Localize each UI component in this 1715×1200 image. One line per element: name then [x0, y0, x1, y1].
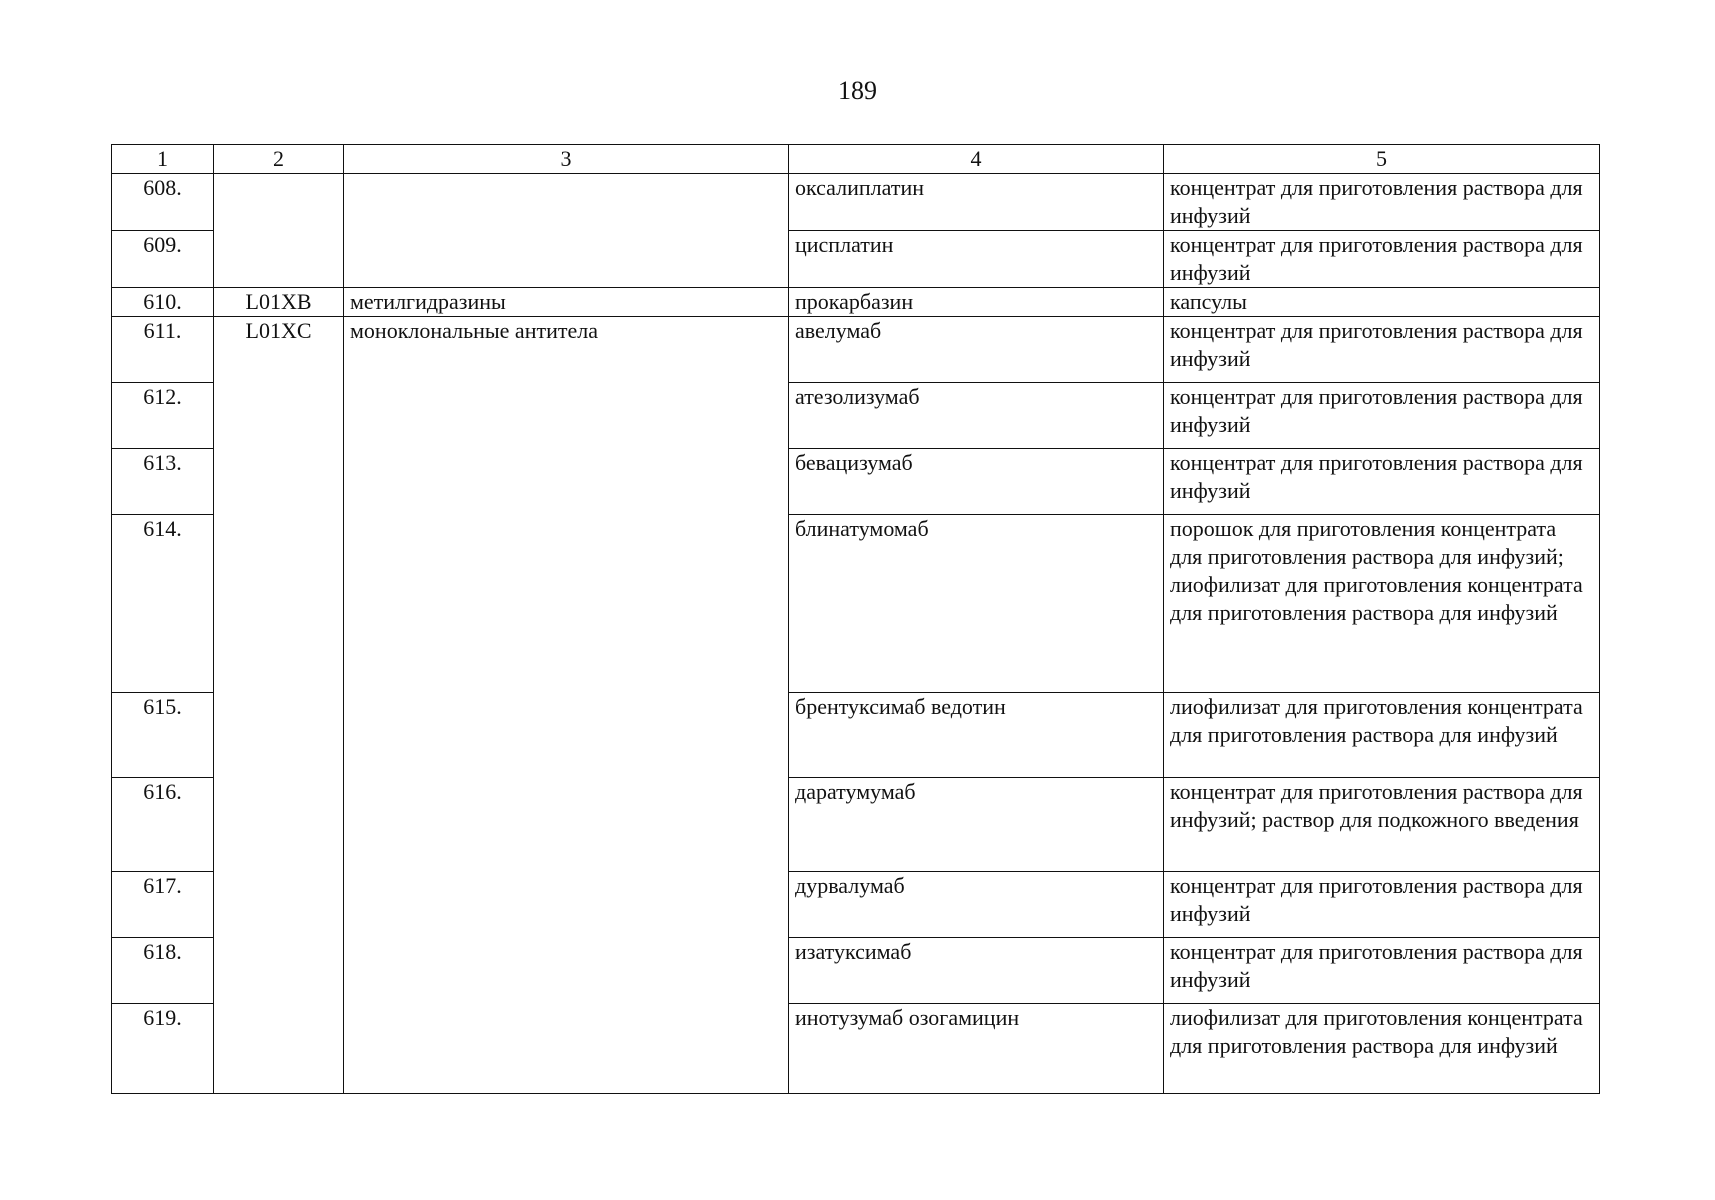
- substance-cell: цисплатин: [789, 231, 1164, 288]
- atc-code-cell: [214, 174, 344, 288]
- row-number: 615.: [112, 693, 214, 778]
- column-header-2: 2: [214, 145, 344, 174]
- atc-code-cell: L01XB: [214, 288, 344, 317]
- column-header-4: 4: [789, 145, 1164, 174]
- row-number: 612.: [112, 383, 214, 449]
- dosage-form-cell: концентрат для приготовления раствора для инфузий: [1164, 174, 1600, 231]
- dosage-form-cell: порошок для приготовления концентрата для приготовления раствора для инфузий; лиофилизат для приготовления концентрата для приготовления раствора для инфузий: [1164, 515, 1600, 693]
- drug-table: [111, 144, 1600, 1094]
- substance-cell: бевацизумаб: [789, 449, 1164, 515]
- row-number: 619.: [112, 1004, 214, 1094]
- row-number: 618.: [112, 938, 214, 1004]
- substance-cell: инотузумаб озогамицин: [789, 1004, 1164, 1094]
- row-number: 609.: [112, 231, 214, 288]
- table-header-row: [112, 145, 1600, 174]
- row-number: 617.: [112, 872, 214, 938]
- dosage-form-cell: капсулы: [1164, 288, 1600, 317]
- table-row: [112, 317, 1600, 383]
- row-number: 616.: [112, 778, 214, 872]
- dosage-form-cell: лиофилизат для приготовления концентрата для приготовления раствора для инфузий: [1164, 1004, 1600, 1094]
- column-header-1: 1: [112, 145, 214, 174]
- row-number: 610.: [112, 288, 214, 317]
- substance-cell: прокарбазин: [789, 288, 1164, 317]
- dosage-form-cell: концентрат для приготовления раствора для инфузий: [1164, 872, 1600, 938]
- dosage-form-cell: концентрат для приготовления раствора для инфузий: [1164, 449, 1600, 515]
- substance-cell: авелумаб: [789, 317, 1164, 383]
- dosage-form-cell: концентрат для приготовления раствора для инфузий: [1164, 231, 1600, 288]
- row-number: 614.: [112, 515, 214, 693]
- substance-cell: дурвалумаб: [789, 872, 1164, 938]
- substance-cell: изатуксимаб: [789, 938, 1164, 1004]
- atc-code-cell: L01XC: [214, 317, 344, 1094]
- row-number: 611.: [112, 317, 214, 383]
- dosage-form-cell: концентрат для приготовления раствора для инфузий; раствор для подкожного введения: [1164, 778, 1600, 872]
- group-cell: [344, 174, 789, 288]
- row-number: 613.: [112, 449, 214, 515]
- page-number: 189: [838, 76, 877, 105]
- substance-cell: блинатумомаб: [789, 515, 1164, 693]
- dosage-form-cell: концентрат для приготовления раствора для инфузий: [1164, 383, 1600, 449]
- dosage-form-cell: концентрат для приготовления раствора для инфузий: [1164, 317, 1600, 383]
- substance-cell: брентуксимаб ведотин: [789, 693, 1164, 778]
- substance-cell: даратумумаб: [789, 778, 1164, 872]
- dosage-form-cell: концентрат для приготовления раствора для инфузий: [1164, 938, 1600, 1004]
- substance-cell: атезолизумаб: [789, 383, 1164, 449]
- substance-cell: оксалиплатин: [789, 174, 1164, 231]
- row-number: 608.: [112, 174, 214, 231]
- group-cell: метилгидразины: [344, 288, 789, 317]
- table-row: [112, 174, 1600, 231]
- group-cell: моноклональные антитела: [344, 317, 789, 1094]
- table-row: [112, 288, 1600, 317]
- column-header-3: 3: [344, 145, 789, 174]
- column-header-5: 5: [1164, 145, 1600, 174]
- dosage-form-cell: лиофилизат для приготовления концентрата для приготовления раствора для инфузий: [1164, 693, 1600, 778]
